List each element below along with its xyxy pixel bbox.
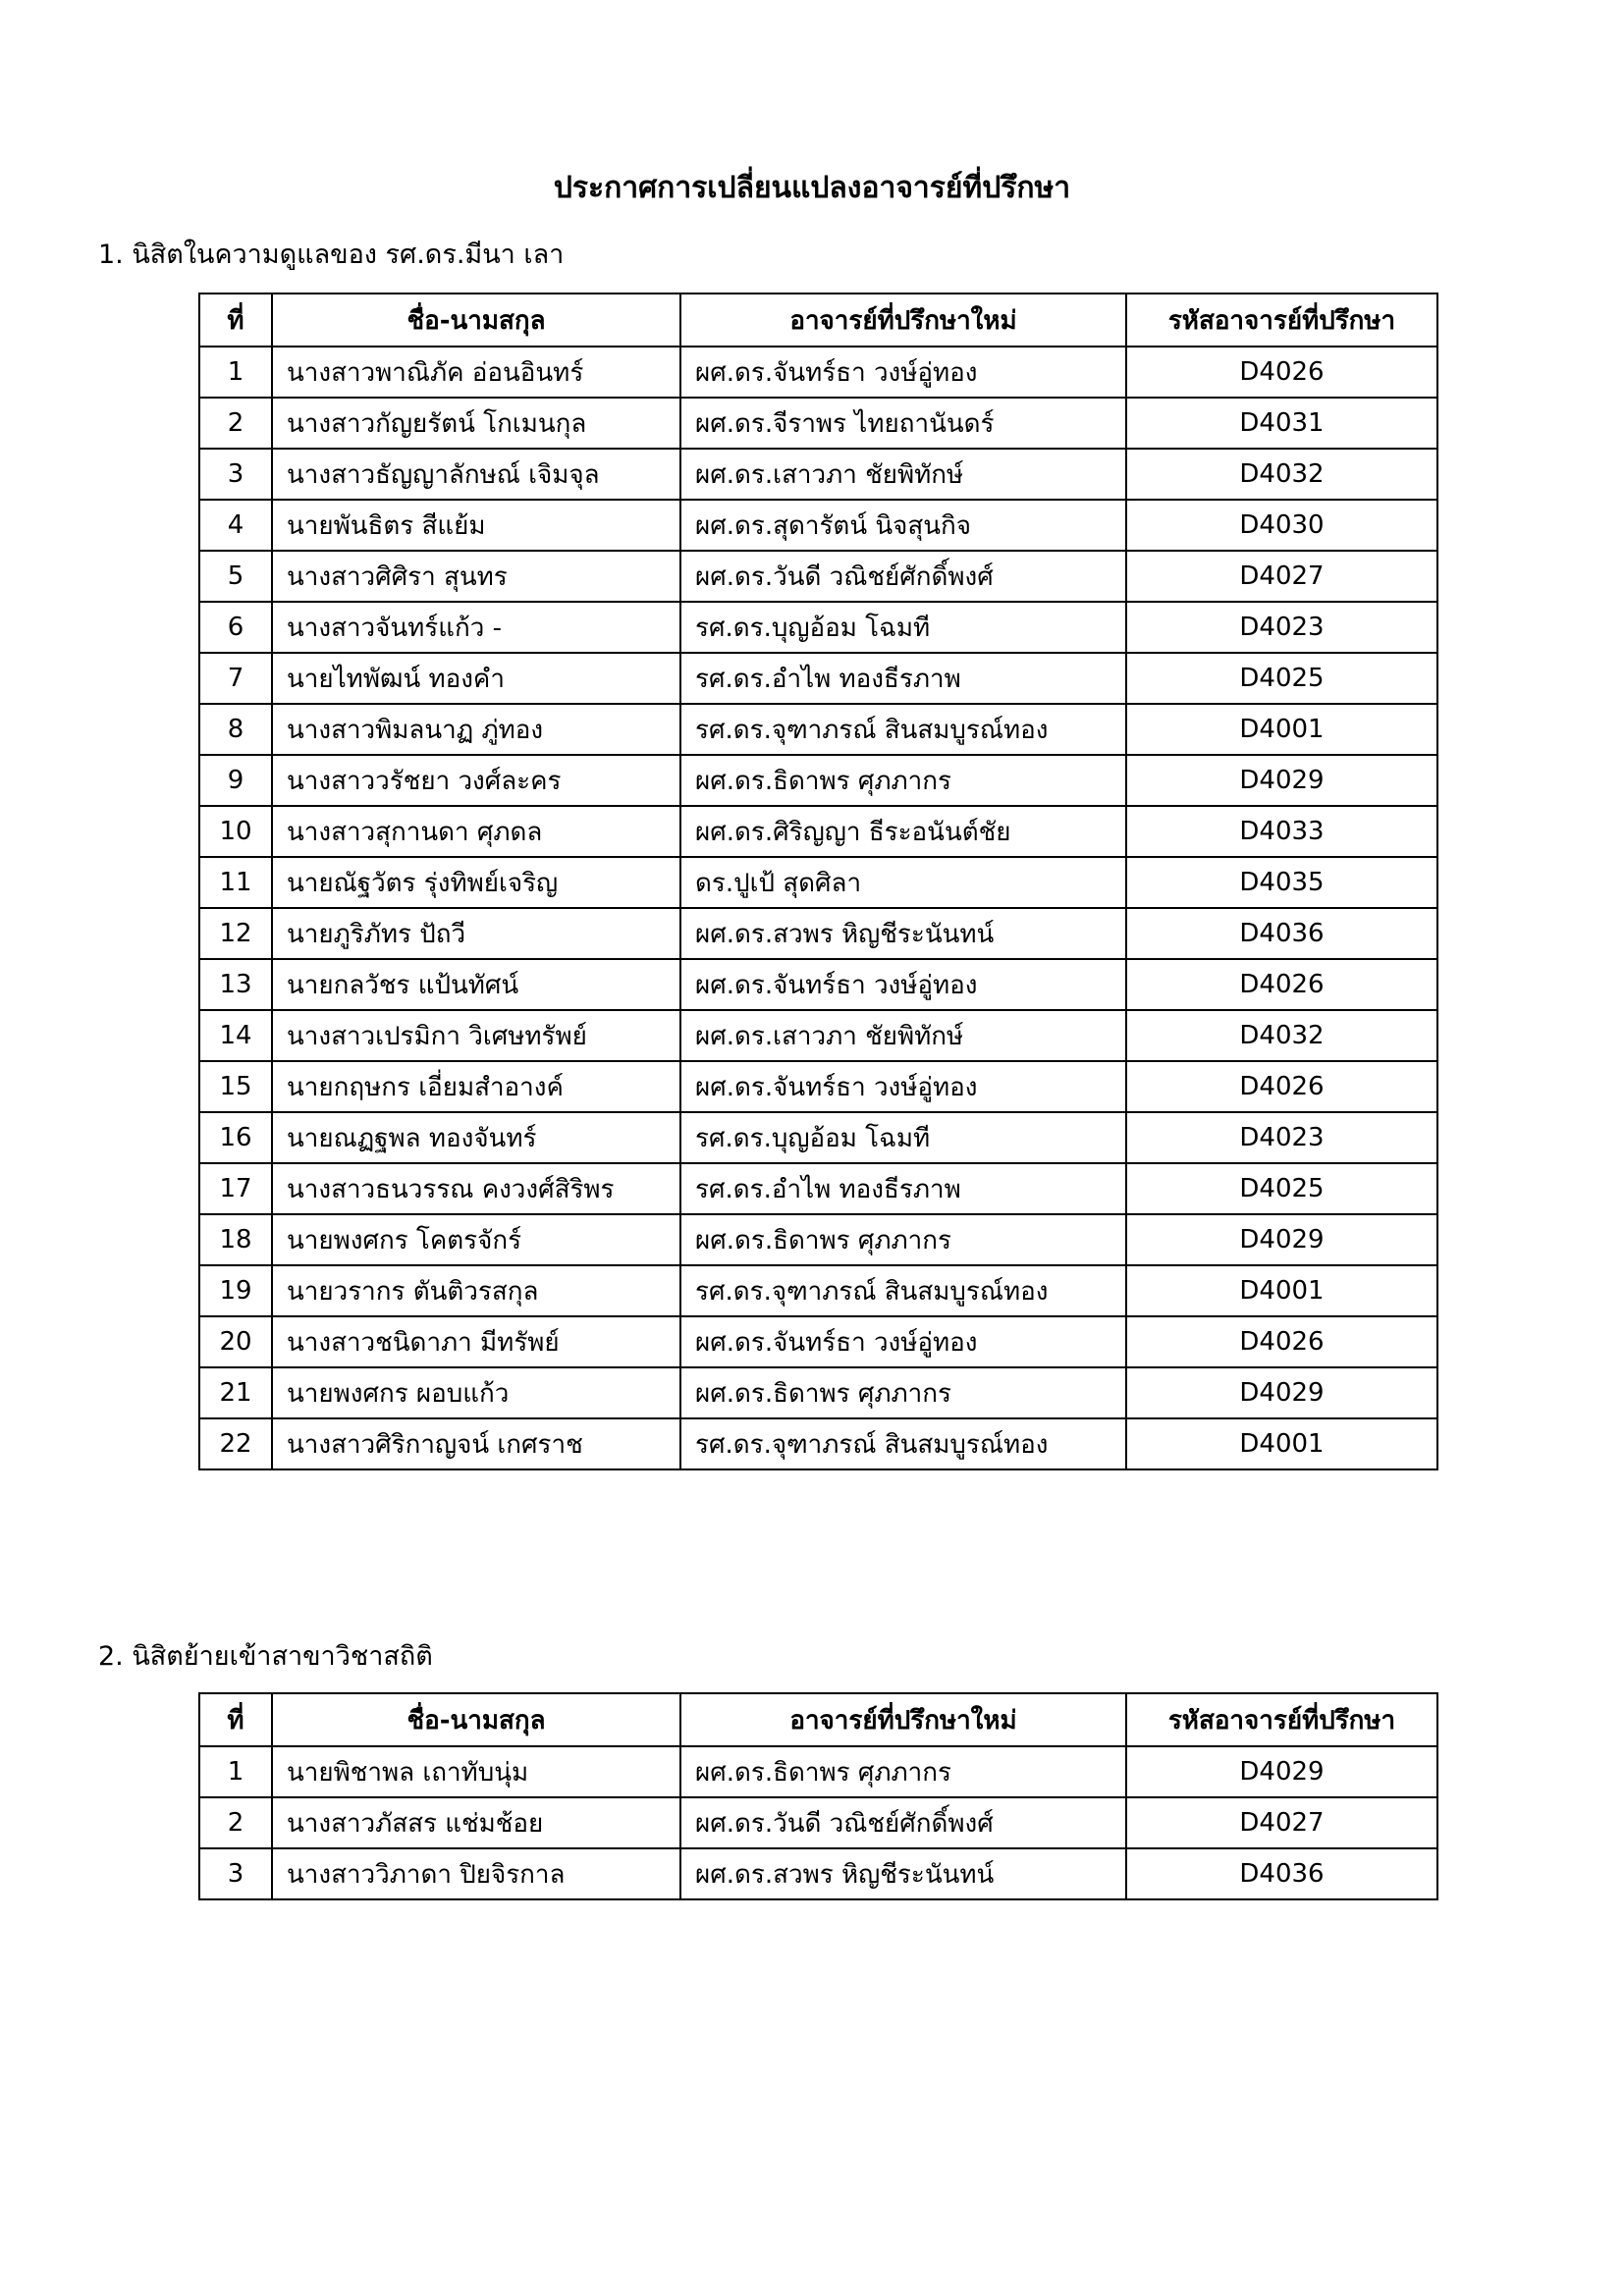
advisor-name: ผศ.ดร.วันดี วณิชย์ศักดิ์พงศ์: [680, 551, 1126, 602]
row-number: 16: [199, 1112, 272, 1163]
table-row: [199, 1746, 1437, 1797]
row-number: 10: [199, 806, 272, 857]
advisor-code: D4029: [1126, 755, 1437, 806]
row-number: 15: [199, 1061, 272, 1112]
row-number: 18: [199, 1214, 272, 1265]
student-name: นางสาวศิริกาญจน์ เกศราช: [272, 1418, 680, 1469]
advisor-code: D4032: [1126, 449, 1437, 500]
table-row: [199, 500, 1437, 551]
advisor-name: ดร.ปูเป้ สุดศิลา: [680, 857, 1126, 908]
student-name: นางสาวสุกานดา ศุภดล: [272, 806, 680, 857]
table-row: [199, 806, 1437, 857]
advisor-code: D4030: [1126, 500, 1437, 551]
column-header-code: รหัสอาจารย์ที่ปรึกษา: [1126, 1693, 1437, 1746]
advisor-name: ผศ.ดร.สุดารัตน์ นิจสุนกิจ: [680, 500, 1126, 551]
table-header-row: [199, 1693, 1437, 1746]
student-name: นางสาวพิมลนาฏ ภู่ทอง: [272, 704, 680, 755]
advisor-code: D4033: [1126, 806, 1437, 857]
table-row: [199, 551, 1437, 602]
advisor-name: ผศ.ดร.จันทร์ธา วงษ์อู่ทอง: [680, 1316, 1126, 1367]
table-row: [199, 704, 1437, 755]
section-1-heading: 1. นิสิตในความดูแลของ รศ.ดร.มีนา เลา: [98, 240, 565, 270]
student-name: นายพงศกร ผอบแก้ว: [272, 1367, 680, 1418]
table-row: [199, 398, 1437, 449]
column-header-advisor: อาจารย์ที่ปรึกษาใหม่: [680, 294, 1126, 347]
row-number: 20: [199, 1316, 272, 1367]
row-number: 17: [199, 1163, 272, 1214]
table-row: [199, 755, 1437, 806]
advisor-code: D4026: [1126, 1061, 1437, 1112]
advisor-code: D4023: [1126, 602, 1437, 653]
column-header-no: ที่: [199, 1693, 272, 1746]
advisor-name: ผศ.ดร.สวพร หิญชีระนันทน์: [680, 1848, 1126, 1899]
student-name: นางสาวเปรมิกา วิเศษทรัพย์: [272, 1010, 680, 1061]
advisor-name: รศ.ดร.อำไพ ทองธีรภาพ: [680, 1163, 1126, 1214]
row-number: 19: [199, 1265, 272, 1316]
advisor-code: D4026: [1126, 959, 1437, 1010]
advisor-code: D4001: [1126, 1418, 1437, 1469]
advisor-name: ผศ.ดร.เสาวภา ชัยพิทักษ์: [680, 449, 1126, 500]
student-name: นายณฏฐพล ทองจันทร์: [272, 1112, 680, 1163]
table-row: [199, 1316, 1437, 1367]
table-row: [199, 857, 1437, 908]
student-name: นางสาวศิศิรา สุนทร: [272, 551, 680, 602]
advisor-name: รศ.ดร.บุญอ้อม โฉมที: [680, 1112, 1126, 1163]
table-row: [199, 1010, 1437, 1061]
student-name: นายกฤษกร เอี่ยมสำอางค์: [272, 1061, 680, 1112]
advisor-code: D4025: [1126, 653, 1437, 704]
table-row: [199, 1797, 1437, 1848]
advisor-code: D4027: [1126, 551, 1437, 602]
section-2-table: [198, 1692, 1438, 1900]
advisor-code: D4023: [1126, 1112, 1437, 1163]
row-number: 5: [199, 551, 272, 602]
section-1-table: [198, 293, 1438, 1470]
row-number: 2: [199, 1797, 272, 1848]
column-header-advisor: อาจารย์ที่ปรึกษาใหม่: [680, 1693, 1126, 1746]
advisor-code: D4001: [1126, 704, 1437, 755]
section-1-table-body: [199, 347, 1437, 1469]
table-row: [199, 653, 1437, 704]
student-name: นางสาววรัชยา วงศ์ละคร: [272, 755, 680, 806]
student-name: นายพิชาพล เถาทับนุ่ม: [272, 1746, 680, 1797]
student-name: นายภูริภัทร ปัถวี: [272, 908, 680, 959]
advisor-code: D4029: [1126, 1746, 1437, 1797]
row-number: 7: [199, 653, 272, 704]
advisor-name: ผศ.ดร.ธิดาพร ศุภภากร: [680, 1214, 1126, 1265]
page-title: ประกาศการเปลี่ยนแปลงอาจารย์ที่ปรึกษา: [553, 171, 1071, 205]
table-row: [199, 1214, 1437, 1265]
advisor-name: ผศ.ดร.ธิดาพร ศุภภากร: [680, 1367, 1126, 1418]
row-number: 1: [199, 347, 272, 398]
section-2-heading: 2. นิสิตย้ายเข้าสาขาวิชาสถิติ: [98, 1641, 433, 1672]
student-name: นางสาวธนวรรณ คงวงศ์สิริพร: [272, 1163, 680, 1214]
advisor-name: ผศ.ดร.จีราพร ไทยถานันดร์: [680, 398, 1126, 449]
table-row: [199, 1418, 1437, 1469]
column-header-no: ที่: [199, 294, 272, 347]
table-row: [199, 1848, 1437, 1899]
row-number: 21: [199, 1367, 272, 1418]
table-row: [199, 1265, 1437, 1316]
student-name: นางสาววิภาดา ปิยจิรกาล: [272, 1848, 680, 1899]
student-name: นายพงศกร โคตรจักร์: [272, 1214, 680, 1265]
advisor-code: D4032: [1126, 1010, 1437, 1061]
advisor-code: D4026: [1126, 1316, 1437, 1367]
table-row: [199, 602, 1437, 653]
row-number: 4: [199, 500, 272, 551]
advisor-code: D4029: [1126, 1214, 1437, 1265]
student-name: นางสาวจันทร์แก้ว -: [272, 602, 680, 653]
advisor-name: รศ.ดร.บุญอ้อม โฉมที: [680, 602, 1126, 653]
advisor-name: รศ.ดร.อำไพ ทองธีรภาพ: [680, 653, 1126, 704]
advisor-name: รศ.ดร.จุฑาภรณ์ สินสมบูรณ์ทอง: [680, 1418, 1126, 1469]
student-name: นายวรากร ตันติวรสกุล: [272, 1265, 680, 1316]
student-name: นายไทพัฒน์ ทองคำ: [272, 653, 680, 704]
advisor-name: ผศ.ดร.ศิริญญา ธีระอนันต์ชัย: [680, 806, 1126, 857]
advisor-name: ผศ.ดร.ธิดาพร ศุภภากร: [680, 1746, 1126, 1797]
advisor-code: D4036: [1126, 1848, 1437, 1899]
row-number: 12: [199, 908, 272, 959]
advisor-code: D4029: [1126, 1367, 1437, 1418]
advisor-name: ผศ.ดร.ธิดาพร ศุภภากร: [680, 755, 1126, 806]
table-row: [199, 908, 1437, 959]
advisor-name: ผศ.ดร.เสาวภา ชัยพิทักษ์: [680, 1010, 1126, 1061]
row-number: 6: [199, 602, 272, 653]
row-number: 2: [199, 398, 272, 449]
advisor-code: D4035: [1126, 857, 1437, 908]
advisor-code: D4001: [1126, 1265, 1437, 1316]
row-number: 11: [199, 857, 272, 908]
advisor-name: รศ.ดร.จุฑาภรณ์ สินสมบูรณ์ทอง: [680, 1265, 1126, 1316]
student-name: นางสาวภัสสร แช่มช้อย: [272, 1797, 680, 1848]
table-row: [199, 347, 1437, 398]
row-number: 13: [199, 959, 272, 1010]
table-row: [199, 1367, 1437, 1418]
row-number: 3: [199, 1848, 272, 1899]
student-name: นางสาวกัญยรัตน์ โกเมนกุล: [272, 398, 680, 449]
student-name: นางสาวธัญญาลักษณ์ เจิมจุล: [272, 449, 680, 500]
row-number: 8: [199, 704, 272, 755]
advisor-name: ผศ.ดร.สวพร หิญชีระนันทน์: [680, 908, 1126, 959]
advisor-code: D4025: [1126, 1163, 1437, 1214]
table-row: [199, 1112, 1437, 1163]
advisor-name: ผศ.ดร.วันดี วณิชย์ศักดิ์พงศ์: [680, 1797, 1126, 1848]
row-number: 3: [199, 449, 272, 500]
row-number: 22: [199, 1418, 272, 1469]
row-number: 14: [199, 1010, 272, 1061]
student-name: นางสาวพาณิภัค อ่อนอินทร์: [272, 347, 680, 398]
row-number: 9: [199, 755, 272, 806]
advisor-name: ผศ.ดร.จันทร์ธา วงษ์อู่ทอง: [680, 1061, 1126, 1112]
student-name: นายพันธิตร สีแย้ม: [272, 500, 680, 551]
student-name: นางสาวชนิดาภา มีทรัพย์: [272, 1316, 680, 1367]
table-row: [199, 1163, 1437, 1214]
table-row: [199, 1061, 1437, 1112]
section-2-table-body: [199, 1746, 1437, 1899]
advisor-code: D4026: [1126, 347, 1437, 398]
column-header-name: ชื่อ-นามสกุล: [272, 1693, 680, 1746]
row-number: 1: [199, 1746, 272, 1797]
column-header-code: รหัสอาจารย์ที่ปรึกษา: [1126, 294, 1437, 347]
table-row: [199, 449, 1437, 500]
advisor-name: ผศ.ดร.จันทร์ธา วงษ์อู่ทอง: [680, 959, 1126, 1010]
table-row: [199, 959, 1437, 1010]
student-name: นายณัฐวัตร รุ่งทิพย์เจริญ: [272, 857, 680, 908]
advisor-name: รศ.ดร.จุฑาภรณ์ สินสมบูรณ์ทอง: [680, 704, 1126, 755]
column-header-name: ชื่อ-นามสกุล: [272, 294, 680, 347]
student-name: นายกลวัชร แป้นทัศน์: [272, 959, 680, 1010]
advisor-code: D4031: [1126, 398, 1437, 449]
advisor-code: D4036: [1126, 908, 1437, 959]
advisor-name: ผศ.ดร.จันทร์ธา วงษ์อู่ทอง: [680, 347, 1126, 398]
table-header-row: [199, 294, 1437, 347]
advisor-code: D4027: [1126, 1797, 1437, 1848]
